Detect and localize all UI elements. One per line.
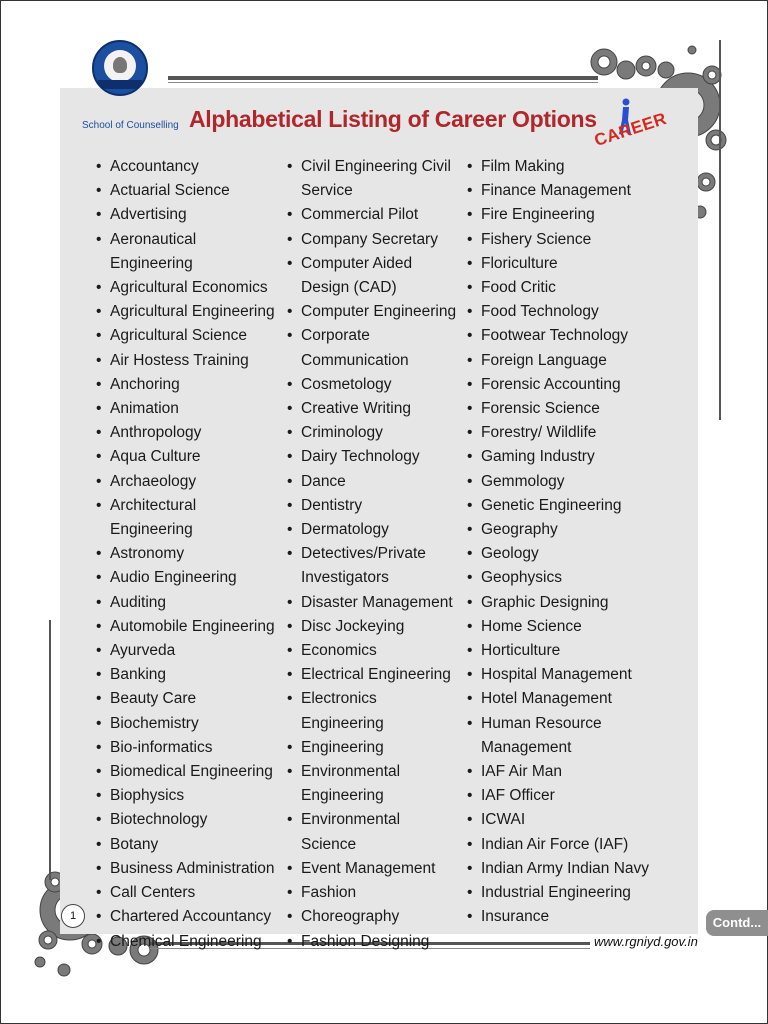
career-item: • Computer Aided Design (CAD) <box>287 252 459 300</box>
career-item: • Geography <box>467 518 692 542</box>
career-item: • Hotel Management <box>467 687 692 711</box>
career-item: • Dairy Technology <box>287 445 459 469</box>
career-item: • Computer Engineering <box>287 300 459 324</box>
career-item: • Air Hostess Training <box>96 349 281 373</box>
career-item: • Animation <box>96 397 281 421</box>
career-column-2 <box>287 155 459 954</box>
career-item: • Civil Engineering Civil Service <box>287 155 459 203</box>
website-url: www.rgniyd.gov.in <box>594 934 698 949</box>
top-rule <box>168 76 598 80</box>
career-item: • Insurance <box>467 905 692 929</box>
career-item: • Commercial Pilot <box>287 203 459 227</box>
career-item: • Criminology <box>287 421 459 445</box>
career-item: • Aeronautical Engineering <box>96 228 281 276</box>
career-item: • Auditing <box>96 591 281 615</box>
career-item: • Astronomy <box>96 542 281 566</box>
career-item: • Fire Engineering <box>467 203 692 227</box>
career-item: • Dentistry <box>287 494 459 518</box>
rgniyd-logo <box>92 40 148 96</box>
career-item: • Bio-informatics <box>96 736 281 760</box>
page-title: Alphabetical Listing of Career Options <box>189 106 597 132</box>
career-item: • Actuarial Science <box>96 179 281 203</box>
career-item: • Finance Management <box>467 179 692 203</box>
career-item: • Environmental Science <box>287 808 459 856</box>
career-item: • Ayurveda <box>96 639 281 663</box>
career-item: • Anchoring <box>96 373 281 397</box>
career-item: • Biophysics <box>96 784 281 808</box>
career-item: • Horticulture <box>467 639 692 663</box>
career-item: • Creative Writing <box>287 397 459 421</box>
career-item: • Disc Jockeying <box>287 615 459 639</box>
career-item: • Event Management <box>287 857 459 881</box>
career-item: • Disaster Management <box>287 591 459 615</box>
career-item: • Company Secretary <box>287 228 459 252</box>
career-item: • Hospital Management <box>467 663 692 687</box>
career-item: • Business Administration <box>96 857 281 881</box>
career-item: • Home Science <box>467 615 692 639</box>
career-item: • Archaeology <box>96 470 281 494</box>
career-item: • Indian Air Force (IAF) <box>467 833 692 857</box>
career-item: • Food Technology <box>467 300 692 324</box>
career-item: • Call Centers <box>96 881 281 905</box>
continued-tab: Contd... <box>706 910 768 936</box>
career-column-1 <box>96 155 281 954</box>
career-item: • Aqua Culture <box>96 445 281 469</box>
career-item: • Cosmetology <box>287 373 459 397</box>
career-item: • Genetic Engineering <box>467 494 692 518</box>
career-item: • ICWAI <box>467 808 692 832</box>
career-item: • Dermatology <box>287 518 459 542</box>
career-item: • Electrical Engineering <box>287 663 459 687</box>
career-item: • Environmental Engineering <box>287 760 459 808</box>
career-item: • Electronics Engineering <box>287 687 459 735</box>
career-item: • Accountancy <box>96 155 281 179</box>
career-item: • Agricultural Engineering <box>96 300 281 324</box>
career-item: • Forestry/ Wildlife <box>467 421 692 445</box>
career-item: • Audio Engineering <box>96 566 281 590</box>
career-item: • Graphic Designing <box>467 591 692 615</box>
career-item: • Choreography <box>287 905 459 929</box>
career-item: • Forensic Science <box>467 397 692 421</box>
top-rule-thin <box>168 82 598 83</box>
career-item: • IAF Officer <box>467 784 692 808</box>
career-item: • Floriculture <box>467 252 692 276</box>
career-item: • Engineering <box>287 736 459 760</box>
career-item: • Geology <box>467 542 692 566</box>
career-tag: CAREER <box>592 108 670 151</box>
page-number: 1 <box>61 904 85 928</box>
career-item: • Biochemistry <box>96 712 281 736</box>
career-item: • Agricultural Science <box>96 324 281 348</box>
career-item: • Dance <box>287 470 459 494</box>
career-item: • Fashion <box>287 881 459 905</box>
career-item: • Biotechnology <box>96 808 281 832</box>
career-column-3 <box>467 155 692 930</box>
career-item: • Human Resource Management <box>467 712 692 760</box>
career-item: • Food Critic <box>467 276 692 300</box>
career-item: • Corporate Communication <box>287 324 459 372</box>
career-item: • Agricultural Economics <box>96 276 281 300</box>
career-item: • Chartered Accountancy <box>96 905 281 929</box>
career-item: • Advertising <box>96 203 281 227</box>
career-item: • Foreign Language <box>467 349 692 373</box>
school-name: School of Counselling <box>82 120 179 131</box>
career-item: • Fashion Designing <box>287 930 459 954</box>
career-item: • Chemical Engineering <box>96 930 281 954</box>
career-item: • Footwear Technology <box>467 324 692 348</box>
career-item: • Economics <box>287 639 459 663</box>
career-item: • Detectives/Private Investigators <box>287 542 459 590</box>
career-item: • Banking <box>96 663 281 687</box>
career-item: • Fishery Science <box>467 228 692 252</box>
career-item: • Anthropology <box>96 421 281 445</box>
career-item: • Film Making <box>467 155 692 179</box>
career-item: • Gemmology <box>467 470 692 494</box>
career-item: • Indian Army Indian Navy <box>467 857 692 881</box>
career-item: • Geophysics <box>467 566 692 590</box>
career-item: • Architectural Engineering <box>96 494 281 542</box>
career-item: • IAF Air Man <box>467 760 692 784</box>
career-item: • Automobile Engineering <box>96 615 281 639</box>
career-item: • Industrial Engineering <box>467 881 692 905</box>
career-item: • Forensic Accounting <box>467 373 692 397</box>
career-item: • Gaming Industry <box>467 445 692 469</box>
career-item: • Biomedical Engineering <box>96 760 281 784</box>
career-item: • Botany <box>96 833 281 857</box>
career-item: • Beauty Care <box>96 687 281 711</box>
